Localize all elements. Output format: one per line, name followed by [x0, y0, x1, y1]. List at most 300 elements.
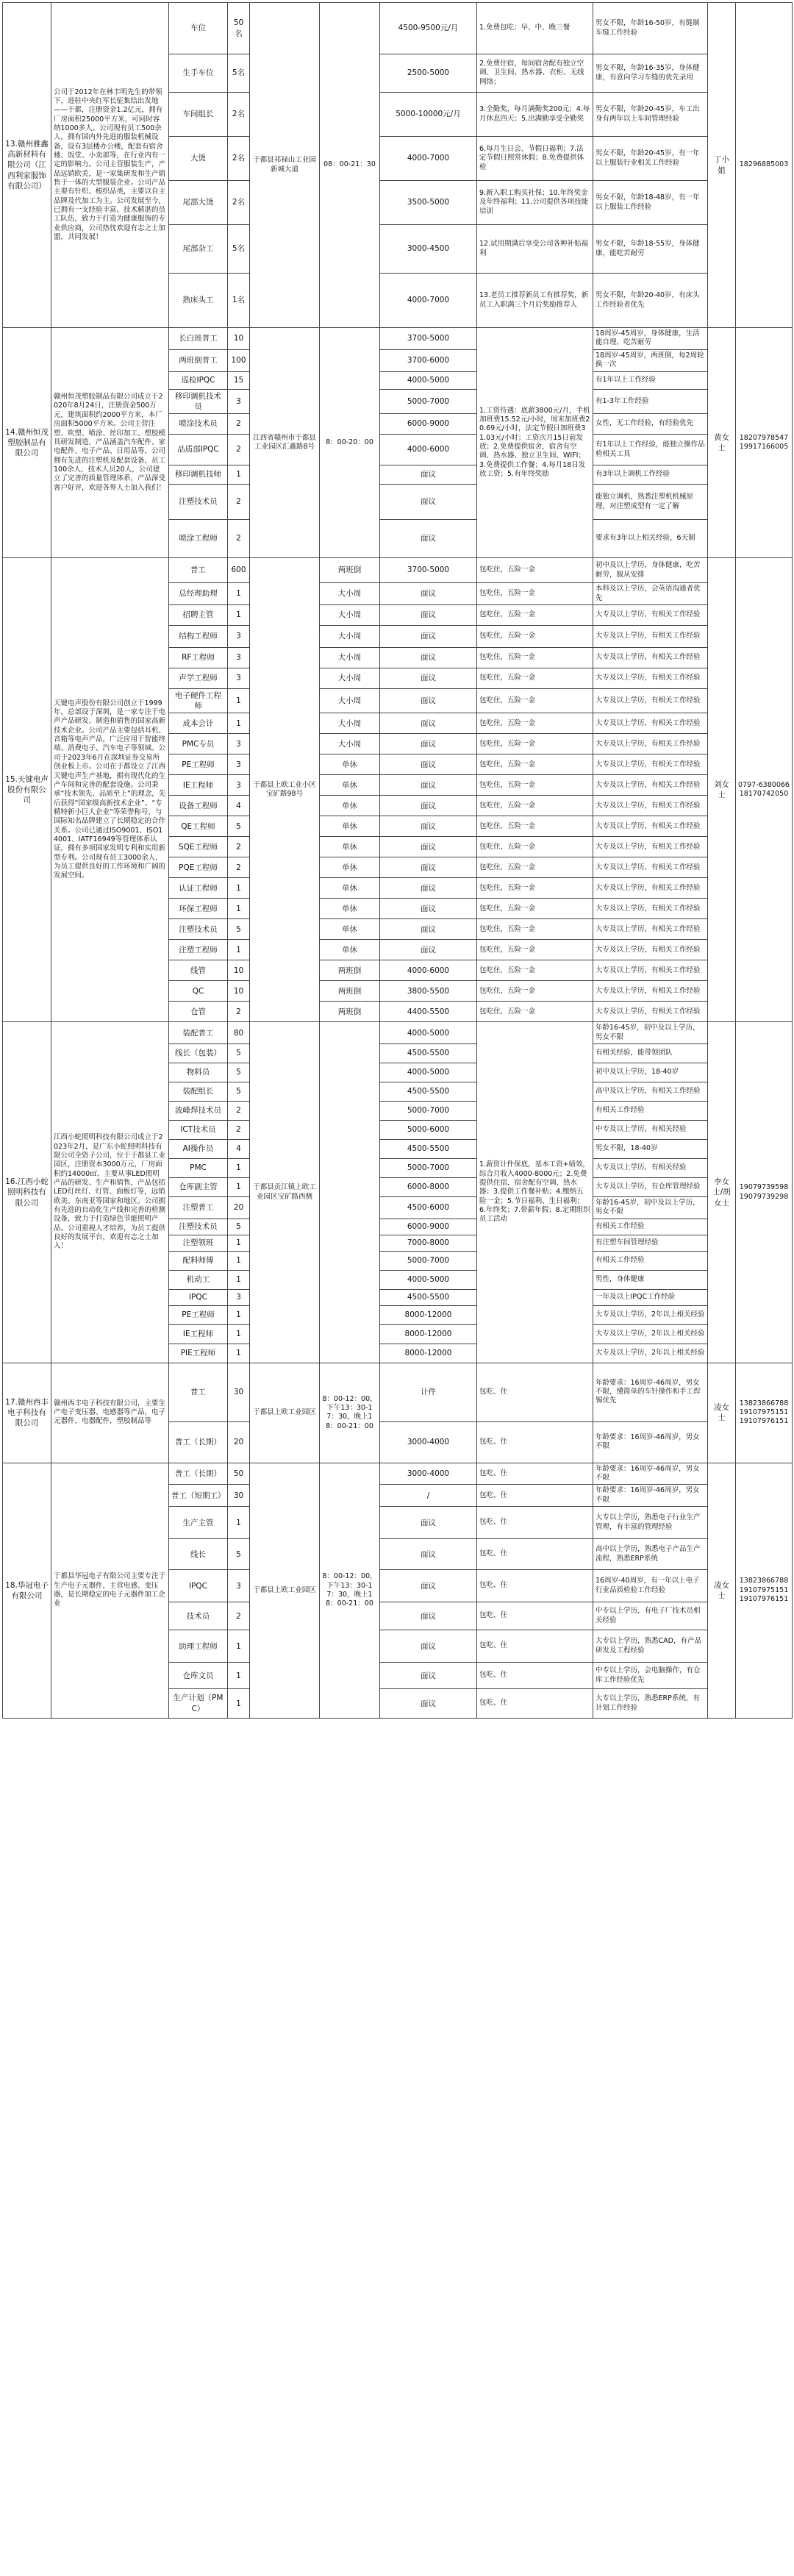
company-intro: 赣州西丰电子科技有限公司，主要生产电子变压器、电感器等产品，电子元器件，电器配件，塑胶制品等 — [51, 1363, 169, 1463]
post-requirement: 大专及以上学历，有相关工作经验 — [593, 857, 708, 878]
post-name: PQE工程师 — [169, 857, 228, 878]
post-salary: 面议 — [380, 1663, 477, 1689]
post-count: 1 — [228, 1178, 250, 1197]
contact-person: 凌女士 — [708, 1363, 736, 1463]
post-salary: 面议 — [380, 520, 477, 558]
post-salary: 5000-7000 — [380, 1251, 477, 1270]
post-count: 1 — [228, 1305, 250, 1324]
post-salary: 3700-5000 — [380, 328, 477, 350]
post-salary: 计件 — [380, 1363, 477, 1421]
post-salary: 8000-12000 — [380, 1344, 477, 1363]
post-name: 普工 — [169, 1363, 228, 1421]
post-requirement: 年龄要求：16周岁-46周岁，男女不限 — [593, 1463, 708, 1485]
post-name: 注塑技术员 — [169, 485, 228, 520]
post-benefit: 包吃住，五险一金 — [477, 857, 593, 878]
post-salary: 面议 — [380, 465, 477, 485]
post-name: 注塑技术员 — [169, 1219, 228, 1235]
post-requirement: 有3年以上调机工作经验 — [593, 465, 708, 485]
post-requirement: 一年及以上IPQC工作经验 — [593, 1289, 708, 1305]
post-requirement: 男女不限，年龄20-45岁，有一年以上服装行业相关工作经验 — [593, 137, 708, 181]
post-benefit: 包吃、住 — [477, 1485, 593, 1507]
post-count: 5 — [228, 1063, 250, 1082]
post-shift: 两班倒 — [320, 558, 380, 583]
post-salary: 4500-9500元/月 — [380, 3, 477, 54]
post-shift: 大小周 — [320, 583, 380, 605]
post-requirement: 有1年以上工作经验，能独立操作品检相关工具 — [593, 435, 708, 465]
post-salary: 3000-4000 — [380, 1421, 477, 1463]
post-salary: 4000-6000 — [380, 960, 477, 981]
post-name: 车位 — [169, 3, 228, 54]
post-shift: 单休 — [320, 837, 380, 857]
post-name: 注塑工程师 — [169, 940, 228, 960]
post-name: 总经理助理 — [169, 583, 228, 605]
post-count: 1 — [228, 1344, 250, 1363]
post-requirement: 大专及以上学历，有仓库管理经验 — [593, 1178, 708, 1197]
post-requirement: 有相关经验，能带领团队 — [593, 1044, 708, 1063]
post-name: AI操作员 — [169, 1140, 228, 1159]
post-benefit: 9.新入职工购买社保；10.年终奖金及年终福利；11.公司提供各项技能培训 — [477, 181, 593, 225]
post-benefit: 包吃、住 — [477, 1602, 593, 1630]
post-count: 1 — [228, 1663, 250, 1689]
post-salary: 面议 — [380, 919, 477, 940]
post-salary: 4000-5000 — [380, 371, 477, 389]
contact-phone: 13823866788 19107975151 19107976151 — [736, 1463, 793, 1718]
post-count: 3 — [228, 734, 250, 754]
post-salary: 4500-5500 — [380, 1082, 477, 1102]
post-requirement: 年龄16-45岁，初中及以上学历，男女不限 — [593, 1022, 708, 1044]
post-benefit: 3.全勤奖，每月满勤奖200元；4.每月休息四天；5.出满勤享受全勤奖 — [477, 93, 593, 137]
post-count: 2 — [228, 1002, 250, 1022]
post-count: 2 — [228, 1121, 250, 1140]
post-name: 品质部IPQC — [169, 435, 228, 465]
post-requirement: 大专以上学历，熟悉电子行业生产管理，有丰富的管理经验 — [593, 1507, 708, 1539]
post-name: IE工程师 — [169, 1324, 228, 1344]
post-salary: 面议 — [380, 626, 477, 648]
post-requirement: 大专及以上学历，有相关工作经验 — [593, 899, 708, 919]
post-name: 电子硬件工程师 — [169, 689, 228, 713]
post-shift: 大小周 — [320, 605, 380, 626]
post-shift: 单休 — [320, 857, 380, 878]
post-requirement: 大专及以上学历，有相关工作经验 — [593, 648, 708, 668]
post-name: 生产计划（PMC） — [169, 1689, 228, 1719]
post-benefit: 包吃住，五险一金 — [477, 940, 593, 960]
post-benefit: 包吃住，五险一金 — [477, 689, 593, 713]
post-shift: 大小周 — [320, 713, 380, 734]
post-salary: 8000-12000 — [380, 1324, 477, 1344]
post-name: 注塑技术员 — [169, 919, 228, 940]
post-benefit: 包吃住，五险一金 — [477, 734, 593, 754]
post-count: 5名 — [228, 54, 250, 93]
post-requirement: 大专及以上学历，有相关工作经验 — [593, 605, 708, 626]
post-benefit: 包吃住，五险一金 — [477, 626, 593, 648]
post-name: PIE工程师 — [169, 1344, 228, 1363]
table-row — [3, 1463, 793, 1485]
post-name: 普工（长期） — [169, 1421, 228, 1463]
post-benefit: 包吃住，五险一金 — [477, 919, 593, 940]
post-name: 仓库副主管 — [169, 1178, 228, 1197]
post-count: 1 — [228, 1251, 250, 1270]
post-salary: 面议 — [380, 816, 477, 837]
company-intro: 江西小蛇照明科技有限公司成立于2023年2月，是广东小蛇照明科技有限公司全资子公司，位于于都县工业园区，注册资本3000万元，厂房面积约14000㎡，主要从事LED照明产品的研发、生产和销售，产品包括LED灯丝灯、灯管、面板灯等，远销欧美、东南亚等国家和地区。公司拥有先进的自动化生产线和完善的检测设备，致力于打造绿色节能照明产品。公司重视人才培养，为员工提供良好的发展平台，欢迎有志之士加入！ — [51, 1022, 169, 1363]
post-benefit: 包吃、住 — [477, 1463, 593, 1485]
post-count: 5 — [228, 816, 250, 837]
post-count: 1 — [228, 689, 250, 713]
company-address: 于都县贡江镇上欧工业园区宝矿路西侧 — [250, 1022, 320, 1363]
post-requirement: 男女不限，年龄16-35岁，身体健康，有意向学习车缝的优先录用 — [593, 54, 708, 93]
post-count: 2 — [228, 485, 250, 520]
post-salary: 4500-5500 — [380, 1289, 477, 1305]
job-listing-table — [2, 2, 793, 1719]
post-requirement: 中专以上学历，会电脑操作，有仓库工作经验优先 — [593, 1663, 708, 1689]
post-count: 3 — [228, 626, 250, 648]
company-name: 18.华冠电子有限公司 — [3, 1463, 51, 1718]
post-count: 30 — [228, 1363, 250, 1421]
post-requirement: 大专及以上学历，有相关经验 — [593, 1159, 708, 1178]
work-hours — [320, 1022, 380, 1363]
post-count: 15 — [228, 371, 250, 389]
post-salary: 8000-12000 — [380, 1305, 477, 1324]
post-benefit: 包吃住，五险一金 — [477, 583, 593, 605]
post-salary: 2500-5000 — [380, 54, 477, 93]
post-name: 成本会计 — [169, 713, 228, 734]
post-requirement: 大专及以上学历，有相关工作经验 — [593, 713, 708, 734]
post-requirement: 大专及以上学历，有相关工作经验 — [593, 981, 708, 1002]
post-count: 2名 — [228, 181, 250, 225]
post-requirement: 有相关工作经验 — [593, 1102, 708, 1121]
post-shift: 单休 — [320, 775, 380, 796]
company-address: 于都县上欧工业园区 — [250, 1463, 320, 1718]
post-requirement: 男女不限，年龄18-48岁，有一年以上服装工作经验 — [593, 181, 708, 225]
table-row — [3, 1022, 793, 1044]
post-salary: 3700-6000 — [380, 349, 477, 371]
post-count: 3 — [228, 668, 250, 689]
post-benefit: 包吃住，五险一金 — [477, 775, 593, 796]
post-benefit: 包吃住，五险一金 — [477, 1002, 593, 1022]
post-count: 3 — [228, 775, 250, 796]
post-salary: 3700-5000 — [380, 558, 477, 583]
post-salary: 面议 — [380, 1602, 477, 1630]
post-salary: 5000-7000 — [380, 1159, 477, 1178]
post-count: 1 — [228, 1270, 250, 1289]
post-benefit: 包吃住，五险一金 — [477, 837, 593, 857]
post-name: 线长 — [169, 1539, 228, 1570]
post-name: ICT技术员 — [169, 1121, 228, 1140]
post-count: 2名 — [228, 93, 250, 137]
post-count: 5名 — [228, 225, 250, 274]
table-row — [3, 558, 793, 583]
post-name: PE工程师 — [169, 1305, 228, 1324]
post-name: IE工程师 — [169, 775, 228, 796]
post-name: 车间组长 — [169, 93, 228, 137]
post-name: 普工 — [169, 558, 228, 583]
post-name: QE工程师 — [169, 816, 228, 837]
company-name: 17.赣州西丰电子科技有限公司 — [3, 1363, 51, 1463]
company-name: 15.天键电声股份有限公司 — [3, 558, 51, 1022]
contact-phone: 0797-6380066 18170742050 — [736, 558, 793, 1022]
post-salary: 面议 — [380, 1570, 477, 1602]
post-count: 1 — [228, 1235, 250, 1251]
post-benefit: 包吃、住 — [477, 1421, 593, 1463]
post-requirement: 大专以上学历，熟悉ERP系统，有计划工作经验 — [593, 1689, 708, 1719]
post-salary: 4000-7000 — [380, 137, 477, 181]
post-name: 声学工程师 — [169, 668, 228, 689]
post-salary: 面议 — [380, 648, 477, 668]
post-salary: 4000-5000 — [380, 1063, 477, 1082]
post-salary: 5000-7000 — [380, 389, 477, 413]
post-requirement: 18周岁-45周岁，身体健康，生活能自理，吃苦耐劳 — [593, 328, 708, 350]
post-requirement: 16周岁-40周岁，有一年以上电子行业品质检验工作经验 — [593, 1570, 708, 1602]
post-requirement: 大专及以上学历，有相关工作经验 — [593, 878, 708, 899]
post-benefit: 包吃、住 — [477, 1539, 593, 1570]
post-salary: 面议 — [380, 857, 477, 878]
post-salary: 面议 — [380, 689, 477, 713]
post-salary: 5000-7000 — [380, 1102, 477, 1121]
post-salary: 4000-6000 — [380, 435, 477, 465]
post-shift: 两班倒 — [320, 960, 380, 981]
post-requirement: 年龄要求：16周岁-46周岁，男女不限 — [593, 1485, 708, 1507]
post-requirement: 有1年以上工作经验 — [593, 371, 708, 389]
post-count: 10 — [228, 960, 250, 981]
post-requirement: 女性，无工作经验，有经验优先 — [593, 414, 708, 435]
work-hours: 8：00-12：00，下午13：30-17：30，晚上18：00-21：00 — [320, 1363, 380, 1463]
post-requirement: 高中及以上学历，有相关工作经验 — [593, 1082, 708, 1102]
company-name: 14.赣州恒茂塑胶制品有限公司 — [3, 328, 51, 558]
post-salary: 面议 — [380, 1689, 477, 1719]
company-name: 13.赣州雅鑫高新材料有限公司（江西利家服饰有限公司） — [3, 3, 51, 328]
post-count: 2 — [228, 435, 250, 465]
post-name: 认证工程师 — [169, 878, 228, 899]
post-shift: 单休 — [320, 754, 380, 775]
post-count: 1 — [228, 713, 250, 734]
post-requirement: 有注塑车间管理经验 — [593, 1235, 708, 1251]
post-count: 5 — [228, 919, 250, 940]
contact-phone: 18207978547 19917166005 — [736, 328, 793, 558]
post-name: 环保工程师 — [169, 899, 228, 919]
post-requirement: 大专及以上学历，有相关工作经验 — [593, 1002, 708, 1022]
post-benefit: 包吃住，五险一金 — [477, 754, 593, 775]
post-benefit: 包吃住，五险一金 — [477, 668, 593, 689]
post-benefit: 6.每月生日会、节假日福利；7.法定节假日照常休假；8.免费提供体检 — [477, 137, 593, 181]
post-benefit: 包吃、住 — [477, 1663, 593, 1689]
post-requirement: 大专及以上学历，2年以上相关经验 — [593, 1324, 708, 1344]
post-count: 5 — [228, 1539, 250, 1570]
post-salary: 6000-8000 — [380, 1178, 477, 1197]
post-count: 1 — [228, 1630, 250, 1663]
post-benefit: 2.免费住宿，每间宿舍配有独立空调、卫生间、热水器、衣柜、无线网络； — [477, 54, 593, 93]
company-intro: 赣州恒茂塑胶制品有限公司成立于2020年8月24日，注册资金500万元，建筑面积约2000平方米，本厂房面积5000平方米。公司主营注塑、吹塑、喷涂、丝印加工、塑胶模具研发制造，产品涵盖汽车配件、家电配件、电子产品、日用品等，公司拥有先进的注塑机及配套设备，员工100余人，技术人员20人，公司建立了完善的质量管理体系，产品深受客户好评，欢迎各界人士加入我们！ — [51, 328, 169, 558]
post-benefit: 包吃、住 — [477, 1689, 593, 1719]
post-name: 线长（包装） — [169, 1044, 228, 1063]
company-intro: 天键电声股份有限公司创立于1999年，总部设于深圳，是一家专注于电声产品研发、制造和销售的国家高新技术企业。公司产品主要包括耳机、音箱等电声产品，广泛应用于智能终端、消费电子、汽车电子等领域。公司于2023年6月在深圳证券交易所创业板上市。公司在于都设立了江西天键电声生产基地，拥有现代化的生产车间和完善的配套设施。公司秉承“技术领先、品质至上”的理念，先后获得“国家级高新技术企业”、“专精特新小巨人企业”等荣誉称号，与国际知名品牌建立了长期稳定的合作关系。公司已通过ISO9001、ISO14001、IATF16949等管理体系认证，拥有多项国家发明专利和实用新型专利。公司现有员工3000余人，为员工提供良好的工作环境和广阔的发展空间。 — [51, 558, 169, 1022]
post-name: 移印调机技术员 — [169, 389, 228, 413]
post-benefit: 包吃住，五险一金 — [477, 816, 593, 837]
post-salary: 面议 — [380, 754, 477, 775]
post-requirement: 高中以上学历，熟悉电子产品生产流程，熟悉ERP系统 — [593, 1539, 708, 1570]
post-name: 波峰焊技术员 — [169, 1102, 228, 1121]
post-benefit: 包吃、住 — [477, 1570, 593, 1602]
post-shift: 两班倒 — [320, 981, 380, 1002]
post-count: 1 — [228, 940, 250, 960]
post-requirement: 初中及以上学历，18-40岁 — [593, 1063, 708, 1082]
post-count: 10 — [228, 328, 250, 350]
post-count: 1 — [228, 605, 250, 626]
post-salary: 5000-10000元/月 — [380, 93, 477, 137]
post-name: 喷涂技术员 — [169, 414, 228, 435]
post-name: 喷涂工程师 — [169, 520, 228, 558]
post-salary: 4000-5000 — [380, 1022, 477, 1044]
post-requirement: 大专及以上学历，有相关工作经验 — [593, 775, 708, 796]
post-name: 熟床头工 — [169, 274, 228, 328]
company-benefits: 1.薪资计件保底，基本工资+绩效，综合月收入4000-8000元；2.免费提供住宿，宿舍配有空调、热水器；3.提供工作餐补贴；4.缴纳五险一金；5.节日福利、生日福利；6.年终奖；7.带薪年假；8.定期组织员工活动 — [477, 1022, 593, 1363]
post-benefit: 1.免费包吃：早、中、晚三餐 — [477, 3, 593, 54]
post-benefit: 包吃住，五险一金 — [477, 899, 593, 919]
post-name: 机动工 — [169, 1270, 228, 1289]
post-name: QC — [169, 981, 228, 1002]
post-count: 1 — [228, 1689, 250, 1719]
post-count: 1名 — [228, 274, 250, 328]
post-count: 50名 — [228, 3, 250, 54]
post-salary: 面议 — [380, 668, 477, 689]
post-name: PMC — [169, 1159, 228, 1178]
post-shift: 两班倒 — [320, 1002, 380, 1022]
post-shift: 单休 — [320, 878, 380, 899]
post-name: 长白班普工 — [169, 328, 228, 350]
post-salary: 面议 — [380, 940, 477, 960]
post-benefit: 包吃住，五险一金 — [477, 960, 593, 981]
company-address: 于都县上欧工业小区宝矿路98号 — [250, 558, 320, 1022]
post-salary: 4500-6000 — [380, 1197, 477, 1219]
post-count: 1 — [228, 1507, 250, 1539]
post-salary: / — [380, 1485, 477, 1507]
post-count: 2 — [228, 414, 250, 435]
post-count: 50 — [228, 1463, 250, 1485]
post-shift: 单休 — [320, 899, 380, 919]
post-requirement: 男女不限，年龄20-40岁，有床头工作经验者优先 — [593, 274, 708, 328]
contact-person: 黄女士 — [708, 328, 736, 558]
post-requirement: 大专及以上学历，有相关工作经验 — [593, 689, 708, 713]
post-salary: 面议 — [380, 583, 477, 605]
post-salary: 4000-7000 — [380, 274, 477, 328]
post-name: RF工程师 — [169, 648, 228, 668]
post-benefit: 包吃住，五险一金 — [477, 648, 593, 668]
post-requirement: 中专以上学历，有电子厂技术员相关经验 — [593, 1602, 708, 1630]
post-salary: 面议 — [380, 713, 477, 734]
post-benefit: 包吃、住 — [477, 1630, 593, 1663]
post-salary: 5000-6000 — [380, 1121, 477, 1140]
post-count: 20 — [228, 1421, 250, 1463]
post-requirement: 年龄16-45岁，初中及以上学历，男女不限 — [593, 1197, 708, 1219]
post-count: 30 — [228, 1485, 250, 1507]
post-requirement: 有相关工作经验 — [593, 1219, 708, 1235]
company-address: 于都县祁禄山工业园新城大道 — [250, 3, 320, 328]
post-salary: 面议 — [380, 605, 477, 626]
post-shift: 单休 — [320, 796, 380, 816]
post-count: 2 — [228, 1602, 250, 1630]
company-intro: 于都县华冠电子有限公司主要专注于生产电子元器件，主营电感、变压器，是长期稳定的电子元器件加工企业 — [51, 1463, 169, 1718]
post-salary: 4500-5500 — [380, 1140, 477, 1159]
post-name: PE工程师 — [169, 754, 228, 775]
company-address: 江西省赣州市于都县工业园区汇鑫路8号 — [250, 328, 320, 558]
post-count: 1 — [228, 878, 250, 899]
post-count: 2 — [228, 1102, 250, 1121]
post-name: 生手车位 — [169, 54, 228, 93]
post-salary: 面议 — [380, 796, 477, 816]
post-requirement: 大专及以上学历，2年以上相关经验 — [593, 1305, 708, 1324]
post-salary: 面议 — [380, 1507, 477, 1539]
post-requirement: 有相关工作经验 — [593, 1251, 708, 1270]
post-requirement: 男女不限，年龄16-50岁，有缝制车缝工作经验 — [593, 3, 708, 54]
post-salary: 面议 — [380, 1630, 477, 1663]
post-count: 2 — [228, 857, 250, 878]
post-count: 1 — [228, 899, 250, 919]
post-count: 1 — [228, 465, 250, 485]
post-salary: 4000-5000 — [380, 1270, 477, 1289]
post-count: 100 — [228, 349, 250, 371]
post-name: 注塑普工 — [169, 1197, 228, 1219]
post-salary: 3500-5000 — [380, 181, 477, 225]
post-count: 1 — [228, 583, 250, 605]
contact-person: 凌女士 — [708, 1463, 736, 1718]
post-requirement: 大专及以上学历，有相关工作经验 — [593, 837, 708, 857]
post-count: 2名 — [228, 137, 250, 181]
contact-phone: 19079739598 19079739298 — [736, 1022, 793, 1363]
post-requirement: 能独立调机，熟悉注塑机机械原理，对注塑成型有一定了解 — [593, 485, 708, 520]
post-name: 两班倒普工 — [169, 349, 228, 371]
post-requirement: 大专及以上学历，有相关工作经验 — [593, 816, 708, 837]
post-requirement: 大专及以上学历，有相关工作经验 — [593, 940, 708, 960]
post-shift: 大小周 — [320, 626, 380, 648]
post-name: 生产主管 — [169, 1507, 228, 1539]
post-requirement: 大专及以上学历，有相关工作经验 — [593, 668, 708, 689]
post-salary: 面议 — [380, 899, 477, 919]
post-name: 普工（长期） — [169, 1463, 228, 1485]
post-salary: 4400-5500 — [380, 1002, 477, 1022]
post-salary: 面议 — [380, 837, 477, 857]
post-salary: 7000-8000 — [380, 1235, 477, 1251]
post-benefit: 13.老员工推荐新员工有推荐奖，新员工入职满三个月后奖励推荐人 — [477, 274, 593, 328]
post-count: 5 — [228, 1044, 250, 1063]
post-count: 10 — [228, 981, 250, 1002]
post-name: SQE工程师 — [169, 837, 228, 857]
work-hours: 8：00-20：00 — [320, 328, 380, 558]
post-name: 尾部杂工 — [169, 225, 228, 274]
post-name: 巡检IPQC — [169, 371, 228, 389]
post-count: 5 — [228, 1219, 250, 1235]
post-requirement: 大专及以上学历，有相关工作经验 — [593, 734, 708, 754]
post-count: 2 — [228, 520, 250, 558]
work-hours: 8：00-12：00，下午13：30-17：30，晚上18：00-21：00 — [320, 1463, 380, 1718]
post-name: 装配组长 — [169, 1082, 228, 1102]
post-shift: 大小周 — [320, 734, 380, 754]
post-salary: 3800-5500 — [380, 981, 477, 1002]
post-salary: 3000-4500 — [380, 225, 477, 274]
post-salary: 6000-9000 — [380, 414, 477, 435]
post-requirement: 大专及以上学历，有相关工作经验 — [593, 960, 708, 981]
post-requirement: 大专及以上学历，有相关工作经验 — [593, 796, 708, 816]
post-count: 80 — [228, 1022, 250, 1044]
post-benefit: 12.试用期满后享受公司各种补贴福利 — [477, 225, 593, 274]
post-name: 仓库文员 — [169, 1663, 228, 1689]
post-count: 3 — [228, 754, 250, 775]
post-benefit: 包吃住，五险一金 — [477, 796, 593, 816]
post-name: 设备工程师 — [169, 796, 228, 816]
post-salary: 4500-5500 — [380, 1044, 477, 1063]
post-benefit: 包吃住，五险一金 — [477, 605, 593, 626]
post-requirement: 年龄要求：16周岁-46周岁，男女不限 — [593, 1421, 708, 1463]
company-address: 于都县上欧工业园区 — [250, 1363, 320, 1463]
company-intro: 公司于2012年在林丰明先生的带领下，进驻中央红军长征集结出发地——于都，注册资金1.2亿元，拥有厂房面积25000平方米，可同时容纳1000多人。公司现有员工500余人，拥有国内外先进的服装机械设备，设有3层楼办公楼，配套有宿舍楼、饭堂、小卖部等，在行业内有一定的影响力。公司主营服装生产，产品远销欧美，是一家集研发和生产销售于一体的大型服装企业。公司产品主要有针织、梭织品类，主要以自主品牌及代加工为主。公司发展至今，已拥有一支经验丰富、技术精湛的员工队伍，致力于打造为健康服饰的专业供应商，公司热忱欢迎有志之士加盟，共同发展！ — [51, 3, 169, 328]
post-name: 装配普工 — [169, 1022, 228, 1044]
